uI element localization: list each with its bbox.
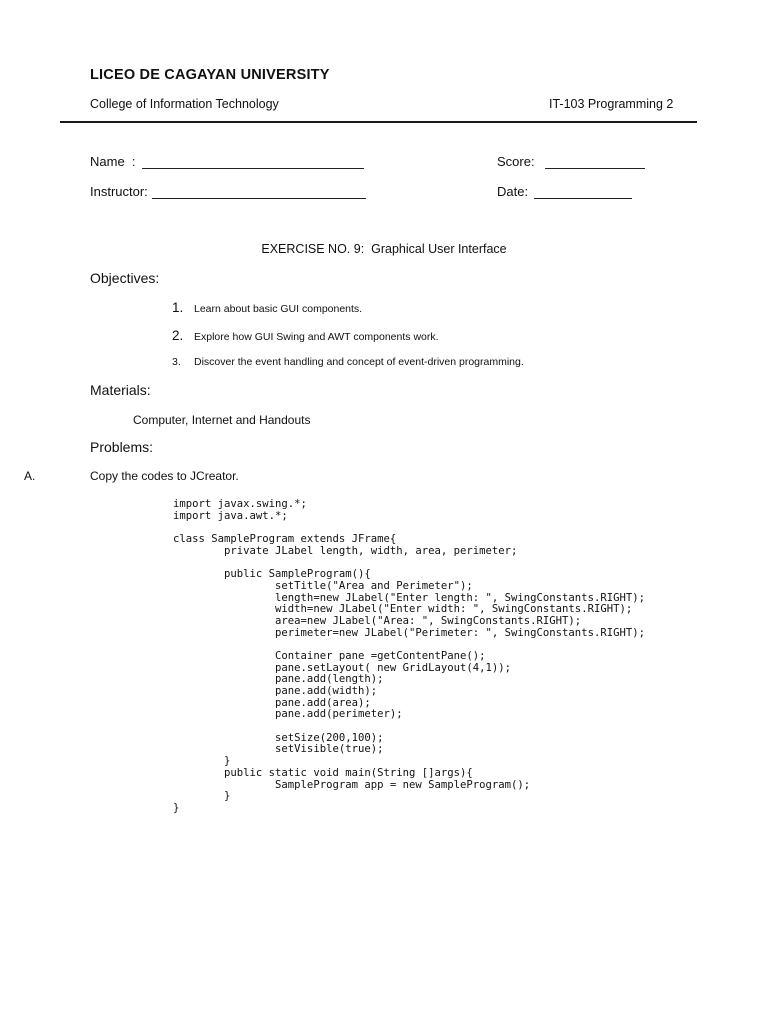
- code-line: Container pane =getContentPane();: [173, 649, 486, 662]
- objective-item-3: [172, 356, 524, 368]
- code-line: private JLabel length, width, area, perimeter;: [173, 544, 518, 557]
- instructor-label: Instructor:: [90, 184, 148, 199]
- exercise-title: EXERCISE NO. 9: Graphical User Interface: [261, 242, 507, 256]
- code-line: public SampleProgram(){: [173, 568, 371, 581]
- objective-text: Discover the event handling and concept of event-driven programming.: [194, 356, 524, 368]
- objective-number: 2.: [172, 328, 184, 343]
- name-field: [90, 154, 364, 169]
- score-field: [497, 154, 645, 169]
- date-blank: [534, 184, 632, 199]
- score-label: Score:: [497, 154, 535, 169]
- objective-text: Explore how GUI Swing and AWT components work.: [194, 331, 439, 343]
- code-line: pane.setLayout( new GridLayout(4,1));: [173, 661, 512, 674]
- code-line: [173, 721, 645, 733]
- name-blank: [142, 154, 364, 169]
- code-line: }: [173, 755, 231, 768]
- instructor-blank: [152, 184, 366, 199]
- objective-item-2: [172, 328, 439, 343]
- code-line: }: [173, 801, 180, 814]
- code-line: perimeter=new JLabel("Perimeter: ", SwingConstants.RIGHT);: [173, 626, 645, 639]
- course-code: IT-103 Programming 2: [549, 97, 674, 111]
- objectives-heading: Objectives:: [90, 270, 160, 286]
- code-line: width=new JLabel("Enter width: ", SwingConstants.RIGHT);: [173, 603, 633, 616]
- code-line: SampleProgram app = new SampleProgram();: [173, 778, 531, 791]
- problems-heading: Problems:: [90, 439, 154, 455]
- header-divider: [60, 121, 697, 123]
- code-line: import java.awt.*;: [173, 509, 288, 522]
- name-label: Name :: [90, 154, 136, 169]
- materials-heading: Materials:: [90, 382, 151, 398]
- code-line: pane.add(length);: [173, 673, 384, 686]
- problem-letter: A.: [24, 469, 36, 483]
- objective-text: Learn about basic GUI components.: [194, 303, 363, 315]
- university-name: LICEO DE CAGAYAN UNIVERSITY: [90, 67, 330, 83]
- problem-instruction: Copy the codes to JCreator.: [90, 469, 239, 483]
- objective-number: 1.: [172, 300, 184, 315]
- objective-number: 3.: [172, 356, 181, 368]
- code-line: area=new JLabel("Area: ", SwingConstants.RIGHT);: [173, 614, 582, 627]
- code-line: pane.add(area);: [173, 696, 371, 709]
- date-field: [497, 184, 632, 199]
- code-line: pane.add(width);: [173, 685, 378, 697]
- score-blank: [545, 154, 645, 169]
- code-line: setSize(200,100);: [173, 731, 384, 744]
- materials-text: Computer, Internet and Handouts: [133, 413, 311, 427]
- objective-item-1: [172, 300, 362, 315]
- code-line: import javax.swing.*;: [173, 498, 307, 510]
- code-listing: [173, 499, 645, 815]
- code-line: setTitle("Area and Perimeter");: [173, 579, 473, 592]
- date-label: Date:: [497, 184, 529, 199]
- code-line: pane.add(perimeter);: [173, 708, 403, 721]
- code-line: class SampleProgram extends JFrame{: [173, 533, 397, 546]
- code-line: public static void main(String []args){: [173, 766, 473, 779]
- code-line: length=new JLabel("Enter length: ", SwingConstants.RIGHT);: [173, 591, 645, 604]
- code-line: setVisible(true);: [173, 743, 384, 756]
- college-name: College of Information Technology: [90, 97, 279, 111]
- code-line: }: [173, 790, 231, 803]
- instructor-field: [90, 184, 366, 199]
